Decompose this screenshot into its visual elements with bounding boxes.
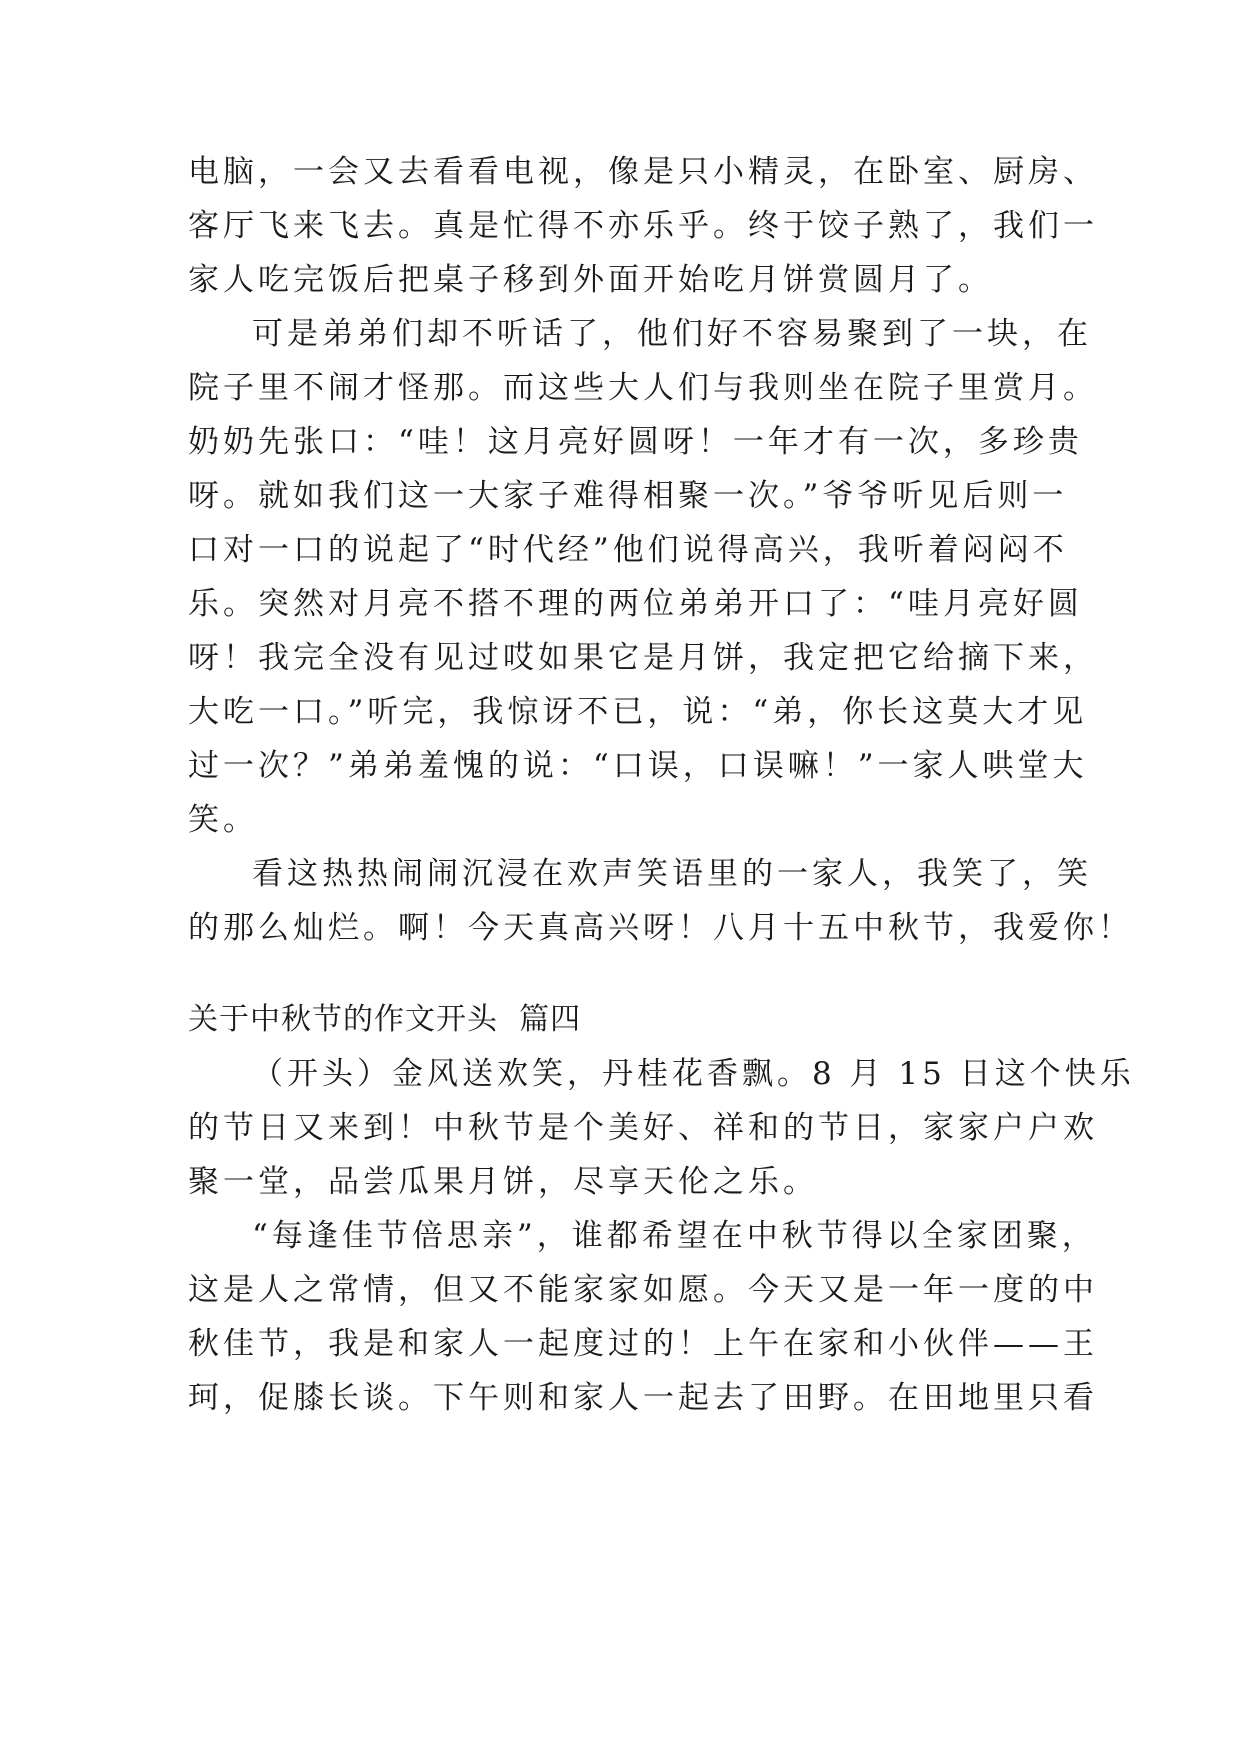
text-line: 看这热热闹闹沉浸在欢声笑语里的一家人，我笑了，笑: [252, 856, 1092, 892]
text-line: 笑。: [188, 802, 258, 838]
text-line: 大吃一口。”听完，我惊讶不已，说：“弟，你长这莫大才见: [188, 694, 1088, 730]
section-heading: 关于中秋节的作文开头 篇四: [188, 1002, 582, 1037]
text-line: 电脑，一会又去看看电视，像是只小精灵，在卧室、厨房、: [188, 154, 1098, 190]
text-line: 的那么灿烂。啊！今天真高兴呀！八月十五中秋节，我爱你！: [188, 910, 1133, 946]
text-line: 呀！我完全没有见过哎如果它是月饼，我定把它给摘下来，: [188, 640, 1098, 676]
text-line: 珂，促膝长谈。下午则和家人一起去了田野。在田地里只看: [188, 1380, 1098, 1416]
text-line: 客厅飞来飞去。真是忙得不亦乐乎。终于饺子熟了，我们一: [188, 208, 1098, 244]
text-line: （开头）金风送欢笑，丹桂花香飘。8 月 15 日这个快乐: [252, 1056, 1135, 1092]
text-line: 过一次？”弟弟羞愧的说：“口误，口误嘛！”一家人哄堂大: [188, 748, 1088, 784]
text-line: 家人吃完饭后把桌子移到外面开始吃月饼赏圆月了。: [188, 262, 993, 298]
text-line: 这是人之常情，但又不能家家如愿。今天又是一年一度的中: [188, 1272, 1098, 1308]
text-line: 呀。就如我们这一大家子难得相聚一次。”爷爷听见后则一: [188, 478, 1068, 514]
text-line: 奶奶先张口：“哇！这月亮好圆呀！一年才有一次，多珍贵: [188, 424, 1083, 460]
text-line: 乐。突然对月亮不搭不理的两位弟弟开口了：“哇月亮好圆: [188, 586, 1083, 622]
text-line: 的节日又来到！中秋节是个美好、祥和的节日，家家户户欢: [188, 1110, 1098, 1146]
text-line: 秋佳节，我是和家人一起度过的！上午在家和小伙伴——王: [188, 1326, 1098, 1362]
text-line: 院子里不闹才怪那。而这些大人们与我则坐在院子里赏月。: [188, 370, 1098, 406]
text-line: 口对一口的说起了“时代经”他们说得高兴，我听着闷闷不: [188, 532, 1068, 568]
text-line: 可是弟弟们却不听话了，他们好不容易聚到了一块，在: [252, 316, 1092, 352]
text-line: 聚一堂，品尝瓜果月饼，尽享天伦之乐。: [188, 1164, 818, 1200]
text-line: “每逢佳节倍思亲”，谁都希望在中秋节得以全家团聚，: [252, 1218, 1097, 1254]
